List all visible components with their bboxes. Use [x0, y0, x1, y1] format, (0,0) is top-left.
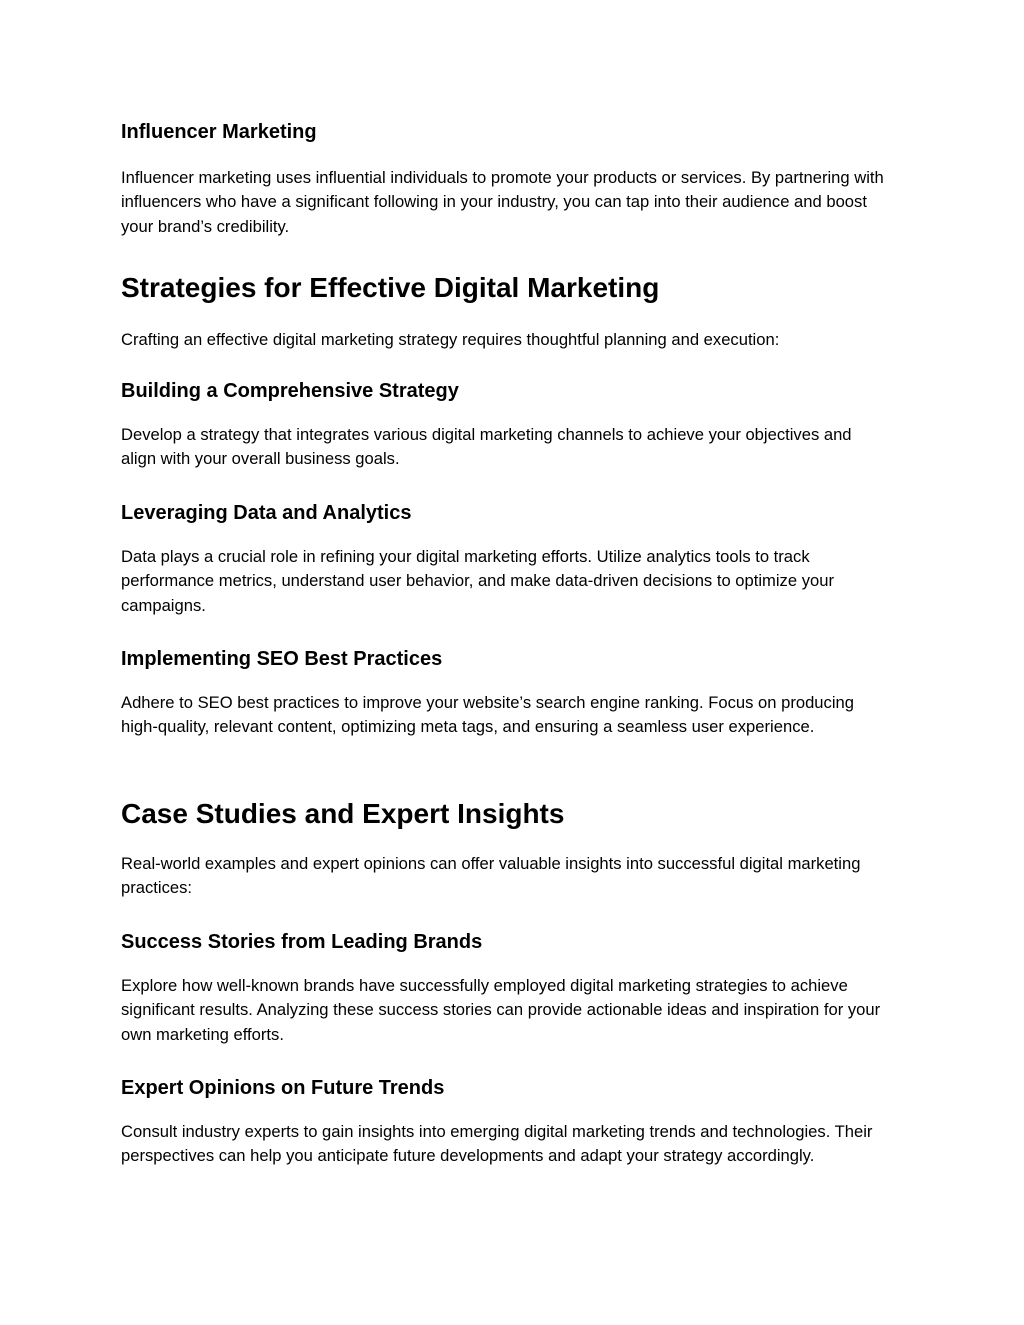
paragraph-expert-opinions: Consult industry experts to gain insights into emerging digital marketing trends and technologies. Their perspectives can help you anticipate future developments and adapt your strategy accordingly.	[121, 1122, 873, 1166]
heading-case-studies: Case Studies and Expert Insights	[121, 798, 565, 829]
paragraph-success-stories: Explore how well-known brands have successfully employed digital marketing strategies to achieve significant results. Analyzing these success stories can provide actionable ideas and inspiration for your own marketing efforts.	[121, 976, 881, 1044]
heading-influencer-marketing: Influencer Marketing	[121, 121, 317, 143]
heading-data-analytics: Leveraging Data and Analytics	[121, 502, 412, 524]
heading-strategies: Strategies for Effective Digital Marketing	[121, 272, 660, 303]
heading-expert-opinions: Expert Opinions on Future Trends	[121, 1077, 445, 1099]
paragraph-seo-practices: Adhere to SEO best practices to improve your website’s search engine ranking. Focus on producing high-quality, relevant content, optimizing meta tags, and ensuring a seamless user experience.	[121, 693, 854, 737]
paragraph-data-analytics: Data plays a crucial role in refining your digital marketing efforts. Utilize analytics tools to track performance metrics, understand user behavior, and make data-driven decisions to optimize your campaigns.	[121, 547, 834, 615]
paragraph-influencer-marketing: Influencer marketing uses influential individuals to promote your products or services. By partnering with influencers who have a significant following in your industry, you can tap into their audience and boost your brand’s credibility.	[121, 168, 884, 236]
heading-success-stories: Success Stories from Leading Brands	[121, 931, 483, 953]
paragraph-building-strategy: Develop a strategy that integrates various digital marketing channels to achieve your objectives and align with your overall business goals.	[121, 425, 852, 469]
heading-seo-practices: Implementing SEO Best Practices	[121, 648, 443, 670]
heading-building-strategy: Building a Comprehensive Strategy	[121, 380, 459, 402]
paragraph-case-studies-intro: Real-world examples and expert opinions can offer valuable insights into successful digital marketing practices:	[121, 854, 861, 898]
paragraph-strategies-intro: Crafting an effective digital marketing strategy requires thoughtful planning and execution:	[121, 330, 780, 349]
